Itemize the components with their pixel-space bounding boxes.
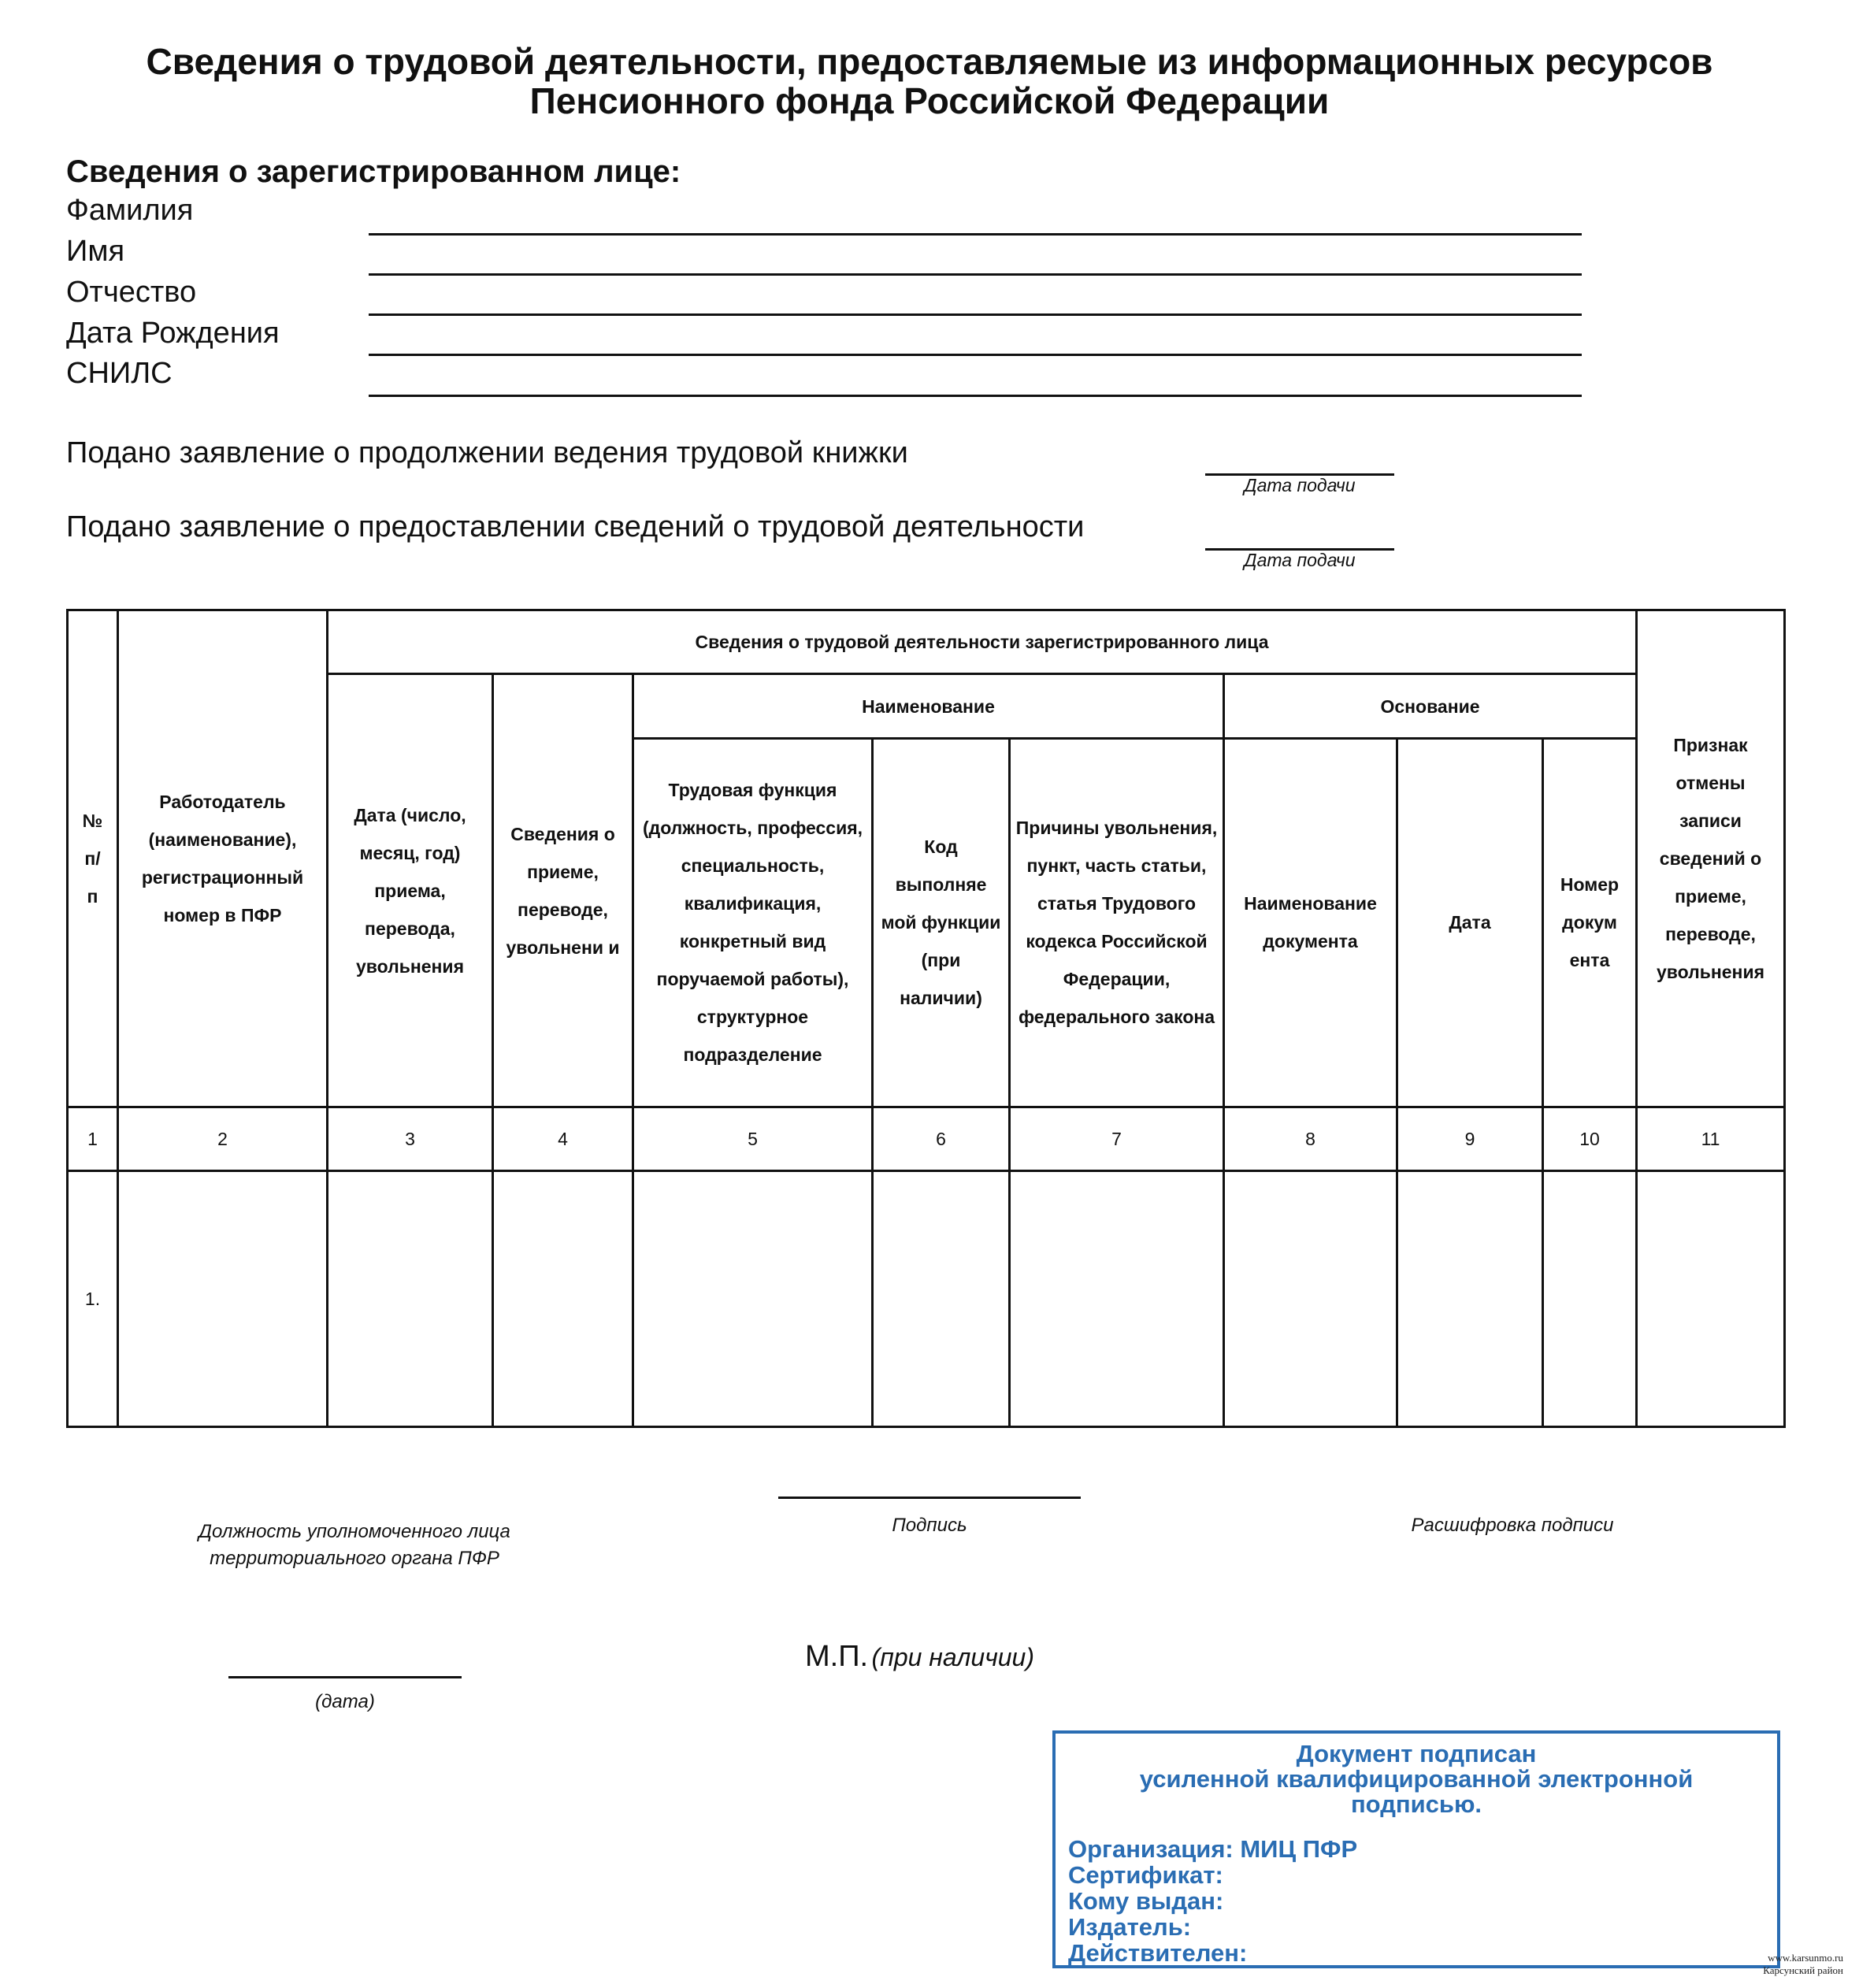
- date-field[interactable]: [228, 1676, 462, 1678]
- column-number: 7: [1010, 1107, 1224, 1170]
- column-number: 4: [493, 1107, 633, 1170]
- provide-info-date-caption: Дата подачи: [1244, 550, 1356, 570]
- cancel-cell[interactable]: [1637, 1171, 1785, 1427]
- reasons-cell[interactable]: [1010, 1171, 1224, 1427]
- surname-field[interactable]: [369, 233, 1582, 236]
- code-cell[interactable]: [873, 1171, 1010, 1427]
- col-employer-header: Работодатель (наименование), регистрационный номер в ПФР: [118, 610, 328, 1107]
- group-naming-header: Наименование: [633, 674, 1224, 738]
- document-title-line1: Сведения о трудовой деятельности, предоставляемые из информационных ресурсов: [146, 41, 1713, 82]
- stamp-issued-to: Кому выдан:: [1068, 1887, 1224, 1915]
- person-section-heading: Сведения о зарегистрированном лице:: [66, 154, 681, 189]
- document-title-line2: Пенсионного фонда Российской Федерации: [529, 80, 1330, 121]
- snils-field[interactable]: [369, 395, 1582, 397]
- watermark-site: www.karsunmo.ru: [1768, 1952, 1843, 1964]
- watermark-district: Карсунский район: [1763, 1964, 1843, 1976]
- continue-book-statement: Подано заявление о продолжении ведения трудовой книжки: [66, 436, 908, 469]
- col-doc-date-header: Дата: [1397, 738, 1543, 1107]
- column-numbers-row: [68, 1107, 1785, 1170]
- activity-table: [66, 609, 1786, 1428]
- birthdate-label: Дата Рождения: [66, 317, 280, 350]
- e-signature-stamp: [1052, 1730, 1780, 1968]
- column-number: 10: [1543, 1107, 1637, 1170]
- stamp-fields: [1068, 1836, 1777, 1966]
- mp-label: М.П.: [805, 1640, 869, 1673]
- date-cell[interactable]: [328, 1171, 493, 1427]
- column-number: 3: [328, 1107, 493, 1170]
- stamp-title: [1056, 1741, 1777, 1817]
- doc-date-cell[interactable]: [1397, 1171, 1543, 1427]
- signature-field[interactable]: [778, 1497, 1081, 1499]
- stamp-organization: Организация: МИЦ ПФР: [1068, 1835, 1358, 1863]
- col-num-header: № п/п: [68, 610, 118, 1107]
- row-number: 1.: [68, 1171, 118, 1427]
- surname-label: Фамилия: [66, 194, 194, 227]
- col-info-header: Сведения о приеме, переводе, увольнени и: [493, 674, 633, 1107]
- decode-caption: Расшифровка подписи: [1411, 1515, 1614, 1536]
- stamp-issuer: Издатель:: [1068, 1913, 1192, 1941]
- signature-caption: Подпись: [892, 1515, 967, 1536]
- column-number: 8: [1224, 1107, 1397, 1170]
- stamp-place: [805, 1640, 1034, 1674]
- doc-number-cell[interactable]: [1543, 1171, 1637, 1427]
- name-field[interactable]: [369, 273, 1582, 276]
- stamp-title-line1: Документ подписан: [1296, 1740, 1537, 1767]
- function-cell[interactable]: [633, 1171, 873, 1427]
- column-number: 5: [633, 1107, 873, 1170]
- birthdate-field[interactable]: [369, 354, 1582, 356]
- date-caption: (дата): [315, 1691, 375, 1712]
- column-number: 6: [873, 1107, 1010, 1170]
- mp-note: (при наличии): [871, 1643, 1034, 1671]
- col-reasons-header: Причины увольнения, пункт, часть статьи, статья Трудового кодекса Российской Федерации, федерального закона: [1010, 738, 1224, 1107]
- column-number: 1: [68, 1107, 118, 1170]
- employer-cell[interactable]: [118, 1171, 328, 1427]
- column-number: 11: [1637, 1107, 1785, 1170]
- patronymic-label: Отчество: [66, 276, 197, 309]
- position-caption: Должность уполномоченного лица территориального органа ПФР: [199, 1521, 510, 1569]
- column-number: 9: [1397, 1107, 1543, 1170]
- col-cancel-header: Признак отмены записи сведений о приеме, переводе, увольнения: [1637, 610, 1785, 1107]
- column-number: 2: [118, 1107, 328, 1170]
- provide-info-statement: Подано заявление о предоставлении сведений о трудовой деятельности: [66, 510, 1085, 543]
- name-label: Имя: [66, 235, 125, 268]
- col-doc-number-header: Номер докум ента: [1543, 738, 1637, 1107]
- stamp-title-line3: подписью.: [1350, 1790, 1482, 1818]
- col-date-header: Дата (число, месяц, год) приема, перевода, увольнения: [328, 674, 493, 1107]
- group-basis-header: Основание: [1224, 674, 1637, 738]
- patronymic-field[interactable]: [369, 313, 1582, 316]
- info-cell[interactable]: [493, 1171, 633, 1427]
- col-function-header: Трудовая функция (должность, профессия, специальность, квалификация, конкретный вид поручаемой работы), структурное подразделение: [633, 738, 873, 1107]
- col-code-header: Код выполняе мой функции (при наличии): [873, 738, 1010, 1107]
- stamp-valid: Действителен:: [1068, 1939, 1248, 1967]
- snils-label: СНИЛС: [66, 357, 173, 390]
- watermark: [1686, 1952, 1843, 1977]
- group-activity-header: Сведения о трудовой деятельности зарегистрированного лица: [328, 610, 1637, 674]
- continue-book-date-caption: Дата подачи: [1244, 475, 1356, 495]
- col-doc-name-header: Наименование документа: [1224, 738, 1397, 1107]
- stamp-title-line2: усиленной квалифицированной электронной: [1139, 1765, 1694, 1793]
- table-row: [68, 1171, 1785, 1427]
- stamp-certificate: Сертификат:: [1068, 1861, 1223, 1889]
- doc-name-cell[interactable]: [1224, 1171, 1397, 1427]
